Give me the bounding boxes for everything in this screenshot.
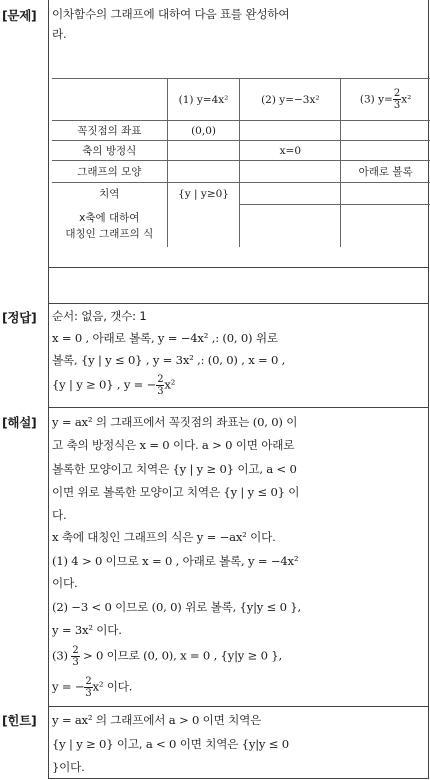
explanation-line-8: 이다. [52, 576, 78, 590]
table-corner-cell [52, 79, 167, 121]
cell-vertex-3 [341, 121, 430, 141]
explanation-line-12-end: x² 이다. [92, 679, 133, 694]
explanation-line-3: 볼록한 모양이고 치역은 {y | y ≥ 0} 이고, a < 0 [52, 462, 297, 476]
cell-shape-3: 아래로 볼록 [341, 161, 430, 183]
fraction-numerator: 2 [393, 88, 401, 99]
divider-problem [48, 267, 429, 268]
explanation-line-12 [52, 676, 132, 699]
explanation-tag: [해설] [2, 415, 37, 430]
hint-line-3: }이다. [52, 760, 85, 774]
row-label-shape: 그래프의 모양 [52, 161, 167, 183]
cell-shape-2 [240, 161, 341, 183]
problem-table [52, 78, 430, 247]
answer-line-2: x = 0 , 아래로 볼록, y = −4x² ,: (0, 0) 위로 [52, 331, 278, 345]
problem-tag: [문제] [2, 8, 37, 23]
explanation-line-1: y = ax² 의 그래프에서 꼭짓점의 좌표는 (0, 0) 이 [52, 415, 298, 429]
explanation-line-11 [52, 645, 282, 668]
cell-range-2 [240, 183, 341, 205]
column-header-1: (1) y=4x² [167, 79, 240, 121]
explanation-fraction-2 [84, 676, 92, 699]
row-label-range: 치역 [52, 183, 167, 205]
cell-symmetric-3 [341, 205, 430, 247]
divider-answer [48, 303, 429, 304]
fraction-numerator: 2 [157, 374, 164, 385]
explanation-line-11-start: (3) [52, 648, 68, 663]
cell-range-1: {y | y≥0} [167, 183, 240, 205]
cell-symmetric-1 [167, 205, 240, 247]
fraction-denominator: 3 [72, 657, 79, 668]
explanation-line-11-end: > 0 이므로 (0, 0), x = 0 , {y|y ≥ 0 }, [83, 648, 282, 663]
problem-line-1: 이차함수의 그래프에 대하여 다음 표를 완성하여 [52, 7, 290, 21]
column-header-3-suffix: x² [401, 93, 412, 106]
column-header-3-prefix: (3) y= [359, 93, 393, 106]
table-header-row [52, 79, 430, 121]
explanation-line-9: (2) −3 < 0 이므로 (0, 0) 위로 볼록, {y|y ≤ 0 }, [52, 600, 301, 614]
row-label-symmetric-line-2: 대칭인 그래프의 식 [65, 227, 154, 240]
hint-line-1: y = ax² 의 그래프에서 a > 0 이면 치역은 [52, 713, 262, 727]
answer-line-4-end: x² [164, 377, 176, 392]
fraction-numerator: 2 [72, 645, 79, 656]
answer-line-1: 순서: 없음, 갯수: 1 [52, 309, 147, 323]
cell-axis-1 [167, 141, 240, 161]
fraction-denominator: 3 [157, 386, 164, 397]
column-header-2: (2) y=−3x² [240, 79, 341, 121]
table-row [52, 205, 430, 247]
table-row [52, 141, 430, 161]
explanation-line-7: (1) 4 > 0 이므로 x = 0 , 아래로 볼록, y = −4x² [52, 554, 299, 568]
problem-line-2: 라. [52, 27, 67, 41]
answer-tag: [정답] [2, 310, 37, 325]
cell-symmetric-2 [240, 205, 341, 247]
hint-tag: [힌트] [2, 713, 37, 728]
row-label-symmetric [52, 205, 167, 247]
explanation-line-6: x 축에 대칭인 그래프의 식은 y = −ax² 이다. [52, 530, 276, 544]
explanation-line-5: 다. [52, 508, 67, 522]
cell-range-3 [341, 183, 430, 205]
fraction-denominator: 3 [393, 100, 401, 111]
explanation-line-4: 이면 위로 볼록한 모양이고 치역은 {y | y ≤ 0} 이 [52, 485, 300, 499]
explanation-line-2: 고 축의 방정식은 x = 0 이다. a > 0 이면 아래로 [52, 438, 295, 452]
answer-line-3: 볼록, {y | y ≤ 0} , y = 3x² ,: (0, 0) , x = 0 , [52, 353, 286, 367]
divider-explanation [48, 407, 429, 408]
answer-line-4 [52, 374, 175, 397]
table-row [52, 183, 430, 205]
explanation-line-10: y = 3x² 이다. [52, 623, 122, 637]
hint-line-2: {y | y ≥ 0} 이고, a < 0 이면 치역은 {y|y ≤ 0 [52, 737, 289, 751]
row-label-vertex: 꼭짓점의 좌표 [52, 121, 167, 141]
cell-axis-3 [341, 141, 430, 161]
explanation-fraction-1 [71, 645, 79, 668]
explanation-line-12-start: y = − [52, 679, 85, 694]
cell-axis-2: x=0 [240, 141, 341, 161]
row-label-symmetric-line-1: x축에 대하여 [79, 211, 140, 224]
fraction-denominator: 3 [85, 688, 92, 699]
fraction-numerator: 2 [85, 676, 92, 687]
cell-vertex-1: (0,0) [167, 121, 240, 141]
row-label-axis: 축의 방정식 [52, 141, 167, 161]
divider-hint [48, 706, 429, 707]
cell-vertex-2 [240, 121, 341, 141]
cell-shape-1 [167, 161, 240, 183]
answer-line-4-start: {y | y ≥ 0} , y = − [52, 377, 157, 392]
table-row [52, 161, 430, 183]
column-header-3-fraction [393, 88, 401, 111]
column-header-3 [341, 79, 430, 121]
table-row [52, 121, 430, 141]
